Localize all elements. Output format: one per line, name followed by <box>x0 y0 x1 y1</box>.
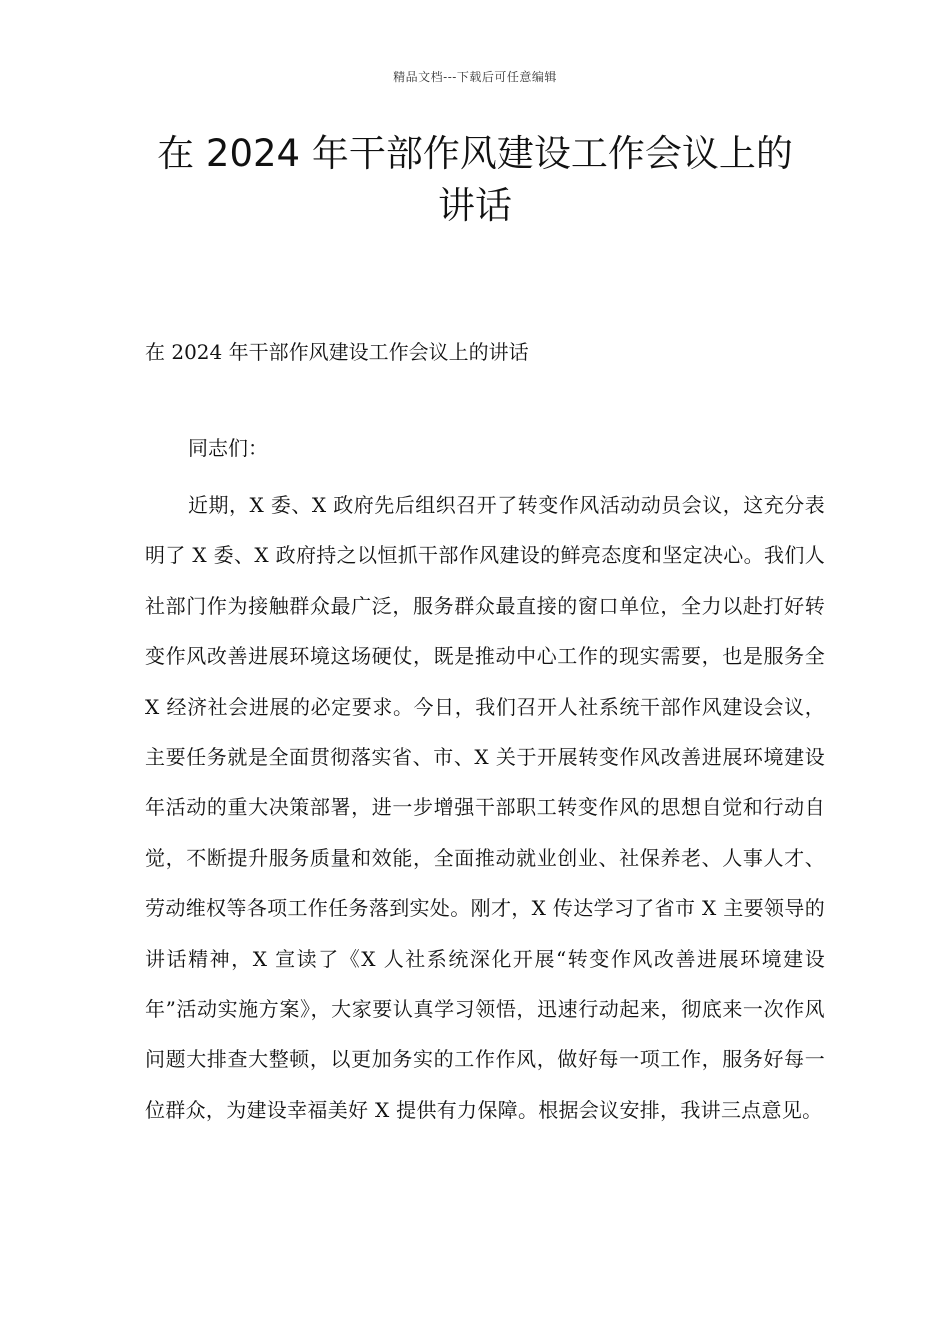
document-subtitle: 在 2024 年干部作风建设工作会议上的讲话 <box>145 340 529 364</box>
greeting: 同志们： <box>188 436 268 460</box>
header-note: 精品文档---下载后可任意编辑 <box>393 70 557 84</box>
page-title: 在 2024 年干部作风建设工作会议上的讲话 <box>157 132 793 227</box>
body-paragraph: 近期，X 委、X 政府先后组织召开了转变作风活动动员会议，这充分表明了 X 委、X 政府持之以恒抓干部作风建设的鲜亮态度和坚定决心。我们人社部门作为接触群众最广泛，服务群众最直接的窗口单位，全力以赴打好转变作风改善进展环境这场硬仗，既是推动中心工作的现实需要，也是服务全 X 经济社会进展的必定要求。今日，我们召开人社系统干部作风建设会议，主要任务就是全面贯彻落实省、市、X 关于开展转变作风改善进展环境建设年活动的重大决策部署，进一步增强干部职工转变作风的思想自觉和行动自觉，不断提升服务质量和效能，全面推动就业创业、社保养老、人事人才、劳动维权等各项工作任务落到实处。刚才，X 传达学习了省市 X 主要领导的讲话精神，X 宣读了《X 人社系统深化开展“转变作风改善进展环境建设年”活动实施方案》，大家要认真学习领悟，迅速行动起来，彻底来一次作风问题大排查大整顿，以更加务实的工作作风，做好每一项工作，服务好每一位群众，为建设幸福美好 X 提供有力保障。根据会议安排，我讲三点意见。 <box>145 493 825 1122</box>
